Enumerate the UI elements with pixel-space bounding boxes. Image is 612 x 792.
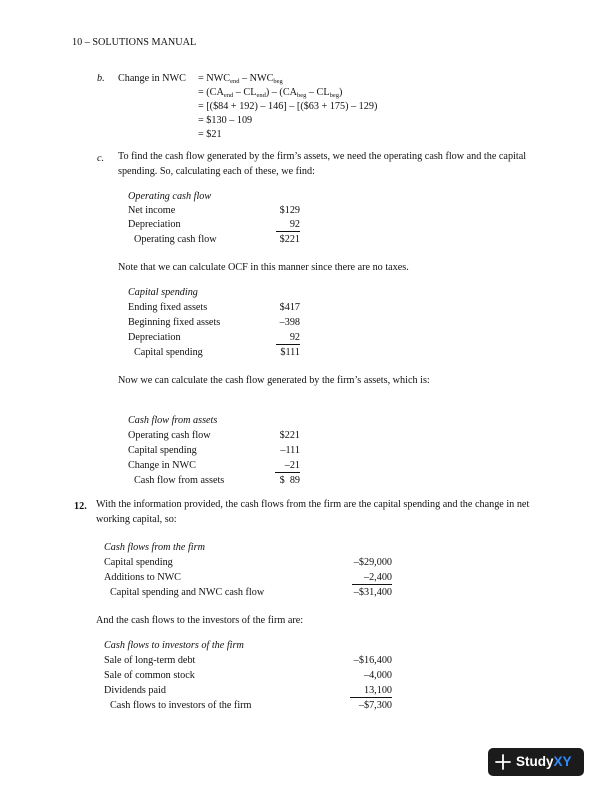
- capex-row-value: 92: [260, 333, 300, 343]
- capex-title: Capital spending: [128, 287, 198, 298]
- cffa-row-label: Capital spending: [128, 445, 197, 456]
- investors-row-label: Dividends paid: [104, 685, 166, 696]
- part-b-line-3: = [($84 + 192) – 146] – [($63 + 175) – 129): [198, 101, 378, 112]
- part-b-line-5: = $21: [198, 129, 222, 140]
- ocf-row-value: 92: [260, 220, 300, 230]
- ocf-note: Note that we can calculate OCF in this manner since there are no taxes.: [118, 262, 409, 273]
- part-b-label: b.: [97, 73, 105, 84]
- investors-title: Cash flows to investors of the firm: [104, 640, 244, 651]
- cffa-row-value: –111: [280, 445, 300, 456]
- page-header: 10 – SOLUTIONS MANUAL: [72, 37, 197, 48]
- investors-row-value: –4,000: [363, 670, 392, 681]
- investors-row-label: Sale of long-term debt: [104, 655, 196, 666]
- studyxy-logo-text: StudyXY: [516, 753, 572, 769]
- firm-row-value: –$29,000: [353, 557, 392, 568]
- investors-row-value: –$16,400: [353, 655, 392, 666]
- firm-total-value: –$31,400: [353, 587, 392, 598]
- cffa-row-value: $221: [279, 430, 300, 441]
- capex-row-value: $417: [279, 302, 300, 313]
- firm-row-label: Additions to NWC: [104, 572, 181, 583]
- cffa-row-label: Change in NWC: [128, 460, 196, 471]
- cffa-row-label: Operating cash flow: [128, 430, 211, 441]
- cffa-row-value: –21: [260, 461, 300, 471]
- ocf-row-value: $129: [279, 205, 300, 216]
- part-c-intro: To find the cash flow generated by the firm’s assets, we need the operating cash flow and the capital spending. So, calculating each of these, we find:: [118, 151, 527, 177]
- investors-row-value: 13,100: [300, 686, 392, 696]
- firm-total-label: Capital spending and NWC cash flow: [110, 587, 265, 598]
- capex-total-value: $111: [280, 347, 300, 358]
- studyxy-badge[interactable]: [488, 748, 584, 776]
- part-b-line-2: = $(CA_{end} - CL_{end}) - (CA_{beg} - CL_{beg})$: [198, 87, 343, 99]
- ocf-row-label: Net income: [128, 205, 176, 216]
- firm-row-value: –2,400: [300, 573, 392, 583]
- cffa-note: Now we can calculate the cash flow generated by the firm’s assets, which is:: [118, 375, 430, 386]
- firm-row-label: Capital spending: [104, 557, 173, 568]
- capex-row-label: Depreciation: [128, 332, 181, 343]
- investors-note: And the cash flows to the investors of the firm are:: [96, 615, 304, 626]
- part-b-line-1: = $NWC_{end} - NWC_{beg}$: [198, 73, 283, 85]
- part-c-label: c.: [97, 153, 105, 164]
- ocf-title: Operating cash flow: [128, 191, 212, 202]
- q12-number: 12.: [74, 501, 87, 512]
- plus-icon: [495, 754, 511, 770]
- firm-title: Cash flows from the firm: [104, 542, 205, 553]
- cffa-title: Cash flow from assets: [128, 415, 218, 426]
- capex-row-label: Beginning fixed assets: [128, 317, 221, 328]
- q12-intro: With the information provided, the cash flows from the firm are the capital spending and the change in net working capital, so:: [96, 499, 530, 525]
- part-b-lhs: Change in NWC: [118, 73, 186, 84]
- ocf-total-label: Operating cash flow: [134, 234, 217, 245]
- ocf-total-value: $221: [279, 234, 300, 245]
- cffa-total-value: $ 89: [279, 475, 300, 486]
- capex-row-value: –398: [279, 317, 300, 328]
- part-b-line-4: = $130 – 109: [198, 115, 253, 126]
- capex-total-label: Capital spending: [134, 347, 203, 358]
- cffa-total-label: Cash flow from assets: [134, 475, 225, 486]
- investors-row-label: Sale of common stock: [104, 670, 195, 681]
- ocf-row-label: Depreciation: [128, 219, 181, 230]
- capex-row-label: Ending fixed assets: [128, 302, 208, 313]
- investors-total-label: Cash flows to investors of the firm: [110, 700, 252, 711]
- investors-total-value: –$7,300: [358, 700, 392, 711]
